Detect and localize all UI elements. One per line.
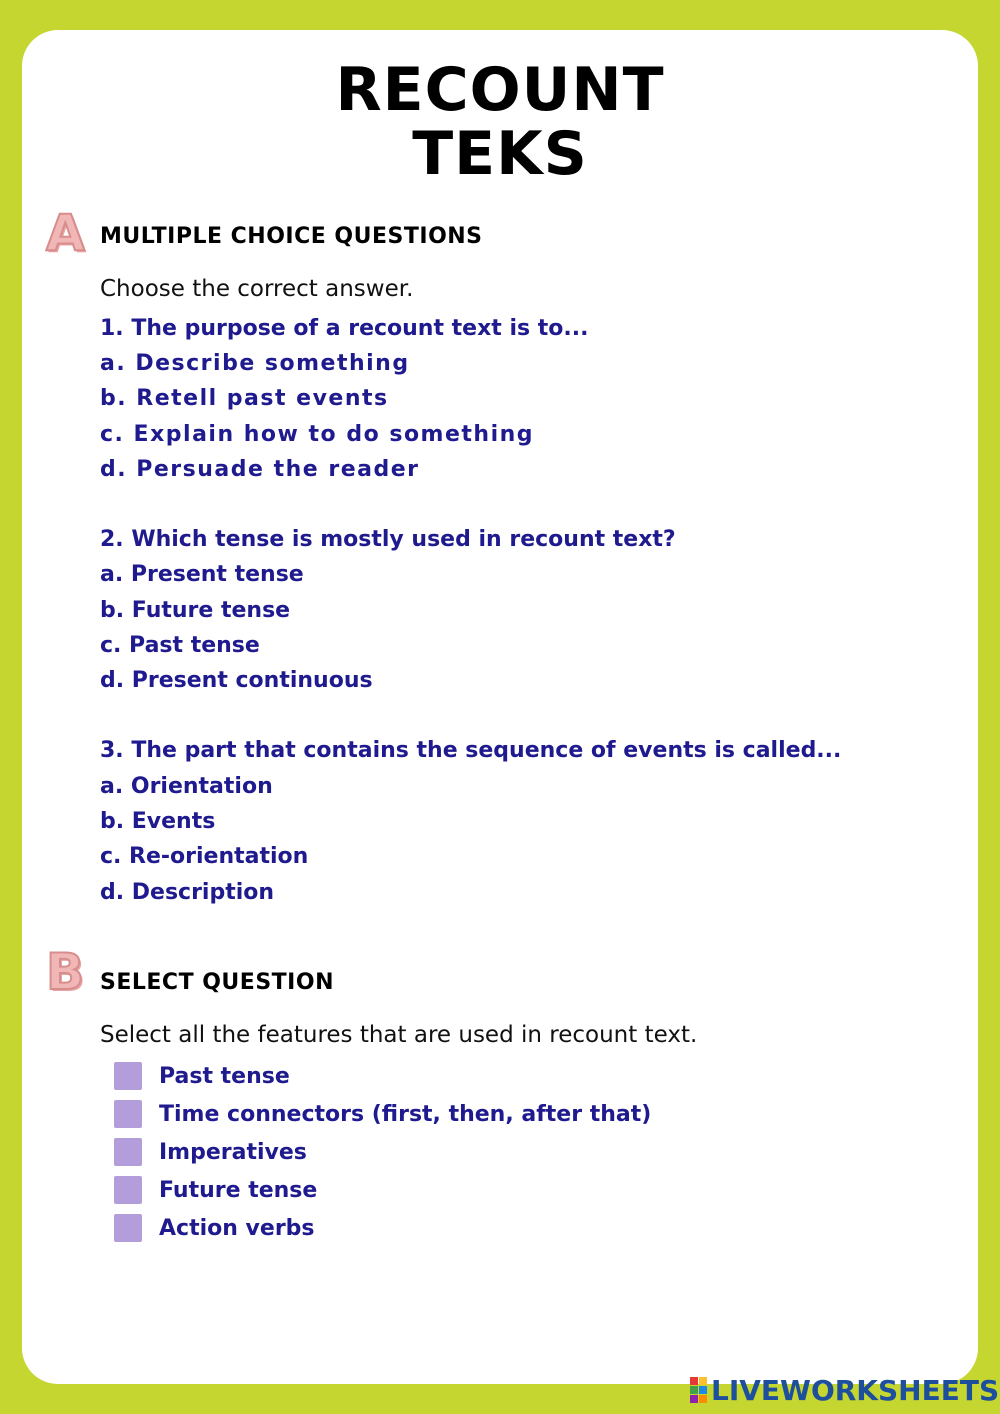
page-title (0, 55, 1000, 189)
question-2-option-a[interactable]: a. Present tense (100, 562, 304, 587)
brand-name: LIVEWORKSHEETS (711, 1373, 1000, 1407)
select-item-label: Future tense (159, 1177, 318, 1203)
question-2-option-b[interactable]: b. Future tense (100, 598, 291, 623)
liveworksheets-logo[interactable] (690, 1372, 999, 1408)
select-item[interactable] (114, 1137, 307, 1167)
question-1-option-b[interactable]: b. Retell past events (100, 386, 389, 411)
select-item[interactable] (114, 1213, 315, 1243)
question-2-option-d[interactable]: d. Present continuous (100, 668, 373, 693)
question-1-option-c[interactable]: c. Explain how to do something (100, 422, 535, 447)
title-line-1: RECOUNT (335, 55, 665, 125)
section-b-instruction: Select all the features that are used in recount text. (100, 1022, 698, 1048)
liveworksheets-icon (690, 1377, 707, 1403)
checkbox[interactable] (114, 1214, 142, 1242)
question-3-option-c[interactable]: c. Re-orientation (100, 844, 309, 869)
section-a-letter: A (46, 204, 85, 262)
select-item-label: Past tense (159, 1063, 290, 1089)
title-line-2: TEKS (412, 119, 588, 189)
select-item[interactable] (114, 1099, 651, 1129)
question-1-option-d[interactable]: d. Persuade the reader (100, 457, 420, 482)
question-3-option-b[interactable]: b. Events (100, 809, 216, 834)
select-item[interactable] (114, 1175, 317, 1205)
select-item-label: Time connectors (first, then, after that) (159, 1101, 652, 1127)
section-b-heading: SELECT QUESTION (100, 970, 334, 995)
checkbox[interactable] (114, 1138, 142, 1166)
select-item-label: Imperatives (159, 1139, 307, 1165)
question-3-option-d[interactable]: d. Description (100, 880, 275, 905)
question-2-option-c[interactable]: c. Past tense (100, 633, 260, 658)
question-3: 3. The part that contains the sequence of events is called... (100, 738, 842, 763)
checkbox[interactable] (114, 1100, 142, 1128)
question-2: 2. Which tense is mostly used in recount text? (100, 527, 676, 552)
checkbox[interactable] (114, 1176, 142, 1204)
question-3-option-a[interactable]: a. Orientation (100, 774, 273, 799)
question-1-option-a[interactable]: a. Describe something (100, 351, 410, 376)
question-1: 1. The purpose of a recount text is to... (100, 316, 589, 341)
section-a-heading: MULTIPLE CHOICE QUESTIONS (100, 224, 483, 249)
select-item-label: Action verbs (159, 1215, 315, 1241)
section-a-instruction: Choose the correct answer. (100, 276, 414, 302)
checkbox[interactable] (114, 1062, 142, 1090)
section-b-letter: B (46, 943, 85, 1001)
select-item[interactable] (114, 1061, 290, 1091)
